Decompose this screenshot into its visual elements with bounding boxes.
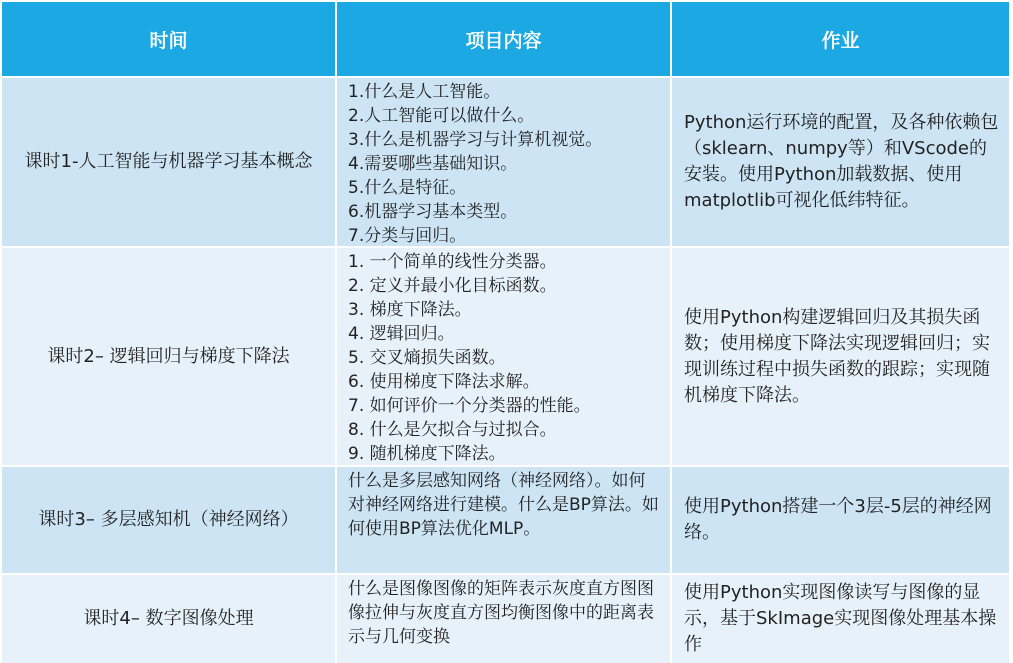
homework-text: 使用Python实现图像读写与图像的显示，基于SkImage实现图像处理基本操作 <box>684 582 997 655</box>
content-item: 5.什么是特征。 <box>348 178 467 198</box>
homework-text: 使用Python搭建一个3层-5层的神经网络。 <box>684 496 992 543</box>
row-3-homework <box>672 467 1009 573</box>
content-item: 9. 随机梯度下降法。 <box>348 444 506 464</box>
content-item: 2. 定义并最小化目标函数。 <box>348 276 557 296</box>
content-item: 3.什么是机器学习与计算机视觉。 <box>348 130 603 150</box>
row-2-homework <box>672 248 1009 465</box>
row-2-lesson <box>2 248 335 465</box>
header-content: 项目内容 <box>337 2 670 76</box>
content-item: 6. 使用梯度下降法求解。 <box>348 372 540 392</box>
content-item: 2.人工智能可以做什么。 <box>348 106 535 126</box>
homework-text: Python运行环境的配置，及各种依赖包（sklearn、numpy等）和VScode的安装。使用Python加载数据、使用matplotlib可视化低纬特征。 <box>684 112 999 211</box>
lesson-title: 课时2– 逻辑回归与梯度下降法 <box>47 345 290 367</box>
content-item: 3. 梯度下降法。 <box>348 300 472 320</box>
row-1-content <box>337 78 670 246</box>
row-2-content <box>337 248 670 465</box>
content-item: 1.什么是人工智能。 <box>348 82 501 102</box>
content-item: 5. 交叉熵损失函数。 <box>348 348 506 368</box>
lesson-title: 课时3– 多层感知机（神经网络） <box>38 509 299 530</box>
content-item: 8. 什么是欠拟合与过拟合。 <box>348 420 557 440</box>
row-3-lesson <box>2 467 335 573</box>
homework-text: 使用Python构建逻辑回归及其损失函数；使用梯度下降法实现逻辑回归；实现训练过程中损失函数的跟踪；实现随机梯度下降法。 <box>684 306 990 406</box>
lesson-title: 课时4– 数字图像处理 <box>83 608 254 629</box>
row-1-lesson <box>2 78 335 246</box>
row-3-content <box>337 467 670 573</box>
content-text: 什么是多层感知网络（神经网络）。如何对神经网络进行建模。什么是BP算法。如何使用BP算法优化MLP。 <box>348 471 659 539</box>
row-4-content <box>337 575 670 663</box>
header-time: 时间 <box>2 2 335 76</box>
row-4-homework <box>672 575 1009 663</box>
content-item: 6.机器学习基本类型。 <box>348 202 518 222</box>
course-table <box>2 2 1009 658</box>
row-1-homework <box>672 78 1009 246</box>
content-item: 4.需要哪些基础知识。 <box>348 154 518 174</box>
content-text: 什么是图像图像的矩阵表示灰度直方图图像拉伸与灰度直方图均衡图像中的距离表示与几何变换 <box>348 579 654 647</box>
content-item: 7. 如何评价一个分类器的性能。 <box>348 396 591 416</box>
header-homework: 作业 <box>672 2 1009 76</box>
row-4-lesson <box>2 575 335 663</box>
content-item: 1. 一个简单的线性分类器。 <box>348 252 557 272</box>
lesson-title: 课时1-人工智能与机器学习基本概念 <box>24 151 313 172</box>
content-item: 4. 逻辑回归。 <box>348 324 455 344</box>
content-item: 7.分类与回归。 <box>348 226 467 246</box>
